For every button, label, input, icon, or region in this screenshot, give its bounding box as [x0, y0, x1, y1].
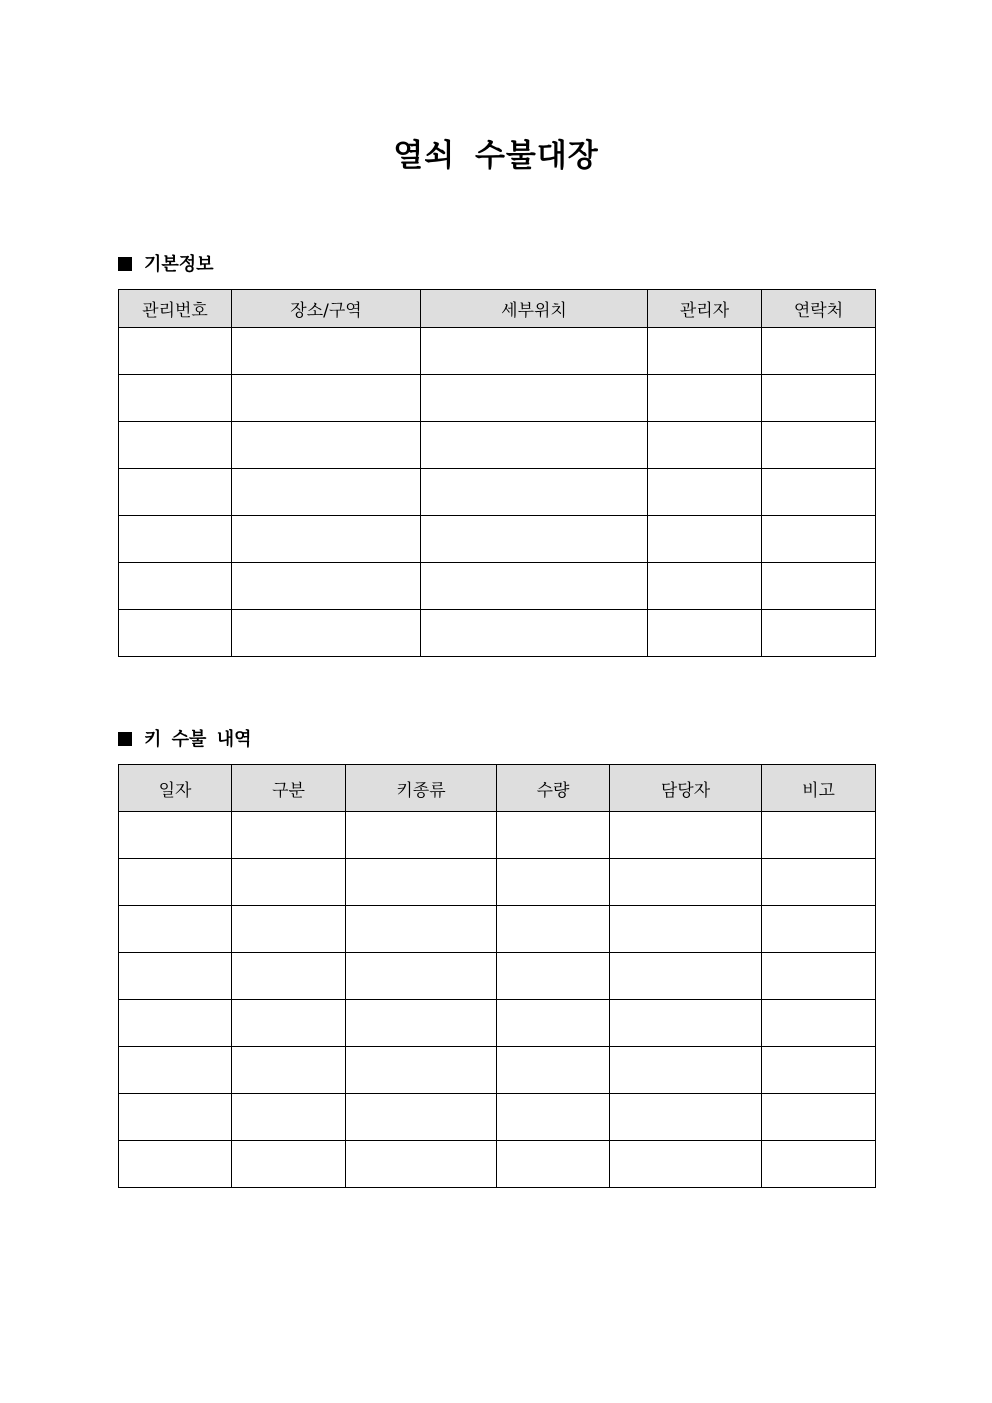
table-row	[119, 812, 876, 859]
square-bullet-icon	[118, 257, 132, 271]
table-cell[interactable]	[648, 610, 762, 657]
column-header-remarks: 비고	[762, 765, 876, 812]
page-title: 열쇠 수불대장	[393, 138, 599, 174]
basic-info-table	[118, 289, 876, 657]
table-cell[interactable]	[346, 812, 497, 859]
table-row	[119, 469, 876, 516]
table-cell[interactable]	[648, 516, 762, 563]
table-cell[interactable]	[232, 953, 346, 1000]
table-cell[interactable]	[421, 422, 648, 469]
section-heading-label: 키 수불 내역	[144, 729, 252, 750]
column-header-key-type: 키종류	[346, 765, 497, 812]
table-row	[119, 328, 876, 375]
table-body	[119, 328, 876, 657]
table-cell[interactable]	[421, 610, 648, 657]
table-cell[interactable]	[119, 563, 232, 610]
table-cell[interactable]	[497, 1141, 610, 1188]
table-cell[interactable]	[232, 469, 421, 516]
table-cell[interactable]	[648, 375, 762, 422]
table-cell[interactable]	[497, 1094, 610, 1141]
table-cell[interactable]	[232, 812, 346, 859]
table-cell[interactable]	[497, 1000, 610, 1047]
table-row	[119, 1141, 876, 1188]
table-cell[interactable]	[232, 906, 346, 953]
table-cell[interactable]	[762, 812, 876, 859]
table-cell[interactable]	[421, 328, 648, 375]
table-cell[interactable]	[346, 1047, 497, 1094]
column-header-detail-location: 세부위치	[421, 290, 648, 328]
table-cell[interactable]	[421, 469, 648, 516]
table-cell[interactable]	[119, 469, 232, 516]
table-cell[interactable]	[610, 1000, 762, 1047]
table-cell[interactable]	[497, 906, 610, 953]
table-cell[interactable]	[346, 1141, 497, 1188]
table-cell[interactable]	[119, 422, 232, 469]
table-cell[interactable]	[648, 469, 762, 516]
table-row	[119, 1000, 876, 1047]
table-cell[interactable]	[762, 516, 876, 563]
table-cell[interactable]	[762, 1141, 876, 1188]
table-cell[interactable]	[119, 1047, 232, 1094]
table-cell[interactable]	[119, 328, 232, 375]
table-header-row	[119, 290, 876, 328]
table-cell[interactable]	[762, 1000, 876, 1047]
table-cell[interactable]	[119, 906, 232, 953]
table-cell[interactable]	[762, 1094, 876, 1141]
table-row	[119, 375, 876, 422]
table-cell[interactable]	[762, 906, 876, 953]
table-header-row	[119, 765, 876, 812]
table-cell[interactable]	[119, 375, 232, 422]
table-cell[interactable]	[762, 422, 876, 469]
table-cell[interactable]	[421, 375, 648, 422]
column-header-category: 구분	[232, 765, 346, 812]
table-cell[interactable]	[232, 563, 421, 610]
section-heading-basic-info	[118, 253, 214, 277]
table-cell[interactable]	[232, 1000, 346, 1047]
table-cell[interactable]	[610, 812, 762, 859]
table-cell[interactable]	[648, 328, 762, 375]
table-cell[interactable]	[232, 422, 421, 469]
table-cell[interactable]	[762, 375, 876, 422]
table-row	[119, 1047, 876, 1094]
table-row	[119, 422, 876, 469]
column-header-manager: 관리자	[648, 290, 762, 328]
table-row	[119, 953, 876, 1000]
table-cell[interactable]	[119, 516, 232, 563]
table-cell[interactable]	[346, 1094, 497, 1141]
table-cell[interactable]	[232, 1094, 346, 1141]
table-cell[interactable]	[610, 1141, 762, 1188]
table-cell[interactable]	[610, 953, 762, 1000]
table-cell[interactable]	[648, 563, 762, 610]
table-cell[interactable]	[346, 953, 497, 1000]
table-row	[119, 563, 876, 610]
table-cell[interactable]	[610, 859, 762, 906]
table-cell[interactable]	[346, 859, 497, 906]
table-cell[interactable]	[119, 1141, 232, 1188]
table-cell[interactable]	[119, 953, 232, 1000]
table-cell[interactable]	[762, 328, 876, 375]
column-header-management-no: 관리번호	[119, 290, 232, 328]
table-cell[interactable]	[762, 953, 876, 1000]
table-cell[interactable]	[232, 375, 421, 422]
column-header-date: 일자	[119, 765, 232, 812]
table-cell[interactable]	[497, 1047, 610, 1094]
table-cell[interactable]	[119, 812, 232, 859]
column-header-person-in-charge: 담당자	[610, 765, 762, 812]
table-cell[interactable]	[762, 563, 876, 610]
table-cell[interactable]	[346, 1000, 497, 1047]
table-cell[interactable]	[497, 812, 610, 859]
table-cell[interactable]	[232, 516, 421, 563]
table-row	[119, 906, 876, 953]
table-cell[interactable]	[421, 563, 648, 610]
table-cell[interactable]	[762, 610, 876, 657]
table-cell[interactable]	[232, 610, 421, 657]
table-cell[interactable]	[497, 953, 610, 1000]
table-cell[interactable]	[762, 859, 876, 906]
section-heading-key-history	[118, 728, 251, 752]
table-cell[interactable]	[610, 1094, 762, 1141]
column-header-quantity: 수량	[497, 765, 610, 812]
table-row	[119, 1094, 876, 1141]
table-row	[119, 516, 876, 563]
key-history-table	[118, 764, 876, 1188]
table-cell[interactable]	[119, 1000, 232, 1047]
table-cell[interactable]	[232, 1047, 346, 1094]
table-cell[interactable]	[421, 516, 648, 563]
table-cell[interactable]	[648, 422, 762, 469]
table-cell[interactable]	[119, 610, 232, 657]
table-row	[119, 610, 876, 657]
square-bullet-icon	[118, 732, 132, 746]
table-cell[interactable]	[232, 1141, 346, 1188]
table-cell[interactable]	[119, 859, 232, 906]
table-cell[interactable]	[762, 1047, 876, 1094]
table-body	[119, 812, 876, 1188]
table-cell[interactable]	[346, 906, 497, 953]
table-cell[interactable]	[497, 859, 610, 906]
table-cell[interactable]	[232, 328, 421, 375]
column-header-contact: 연락처	[762, 290, 876, 328]
table-cell[interactable]	[610, 906, 762, 953]
table-row	[119, 859, 876, 906]
table-cell[interactable]	[232, 859, 346, 906]
table-cell[interactable]	[119, 1094, 232, 1141]
table-cell[interactable]	[610, 1047, 762, 1094]
table-cell[interactable]	[762, 469, 876, 516]
section-heading-label: 기본정보	[144, 254, 214, 275]
column-header-location-area: 장소/구역	[232, 290, 421, 328]
